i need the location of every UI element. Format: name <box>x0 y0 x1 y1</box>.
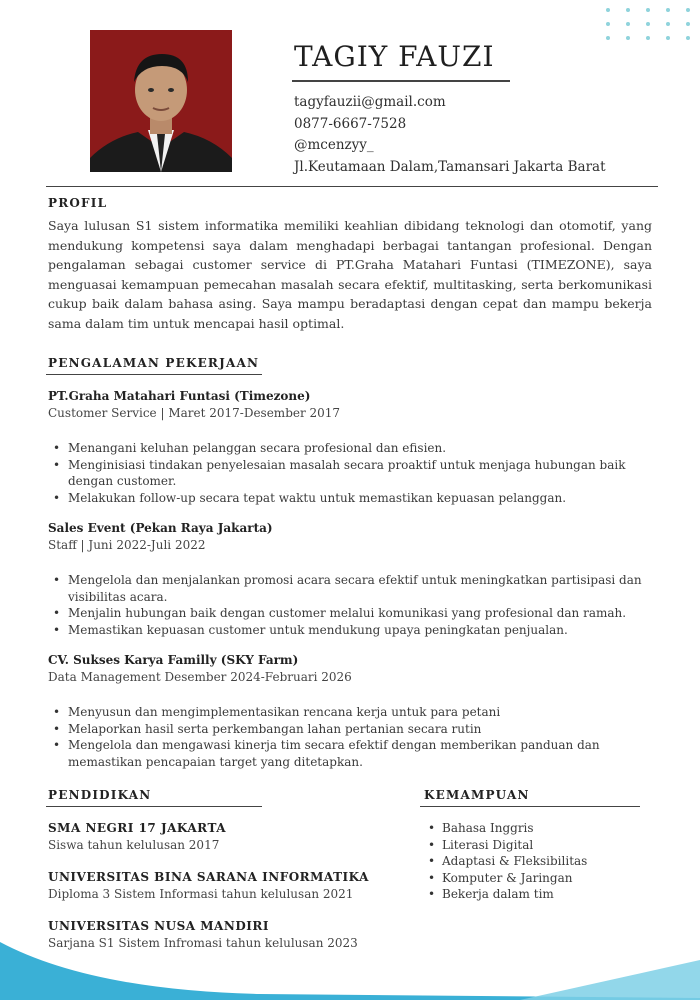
contact-block <box>294 92 606 178</box>
job-company: Sales Event (Pekan Raya Jakarta) <box>48 521 273 535</box>
job-entry <box>48 520 648 638</box>
list-item: • Menyusun dan mengimplementasikan rencana kerja untuk para petani <box>48 704 648 721</box>
email-text[interactable]: tagyfauzii@gmail.com <box>294 94 446 110</box>
decorative-dot-grid <box>606 8 692 40</box>
dot <box>646 8 650 12</box>
job-bullets <box>48 440 648 506</box>
dot <box>666 36 670 40</box>
skill-item: • Literasi Digital <box>424 837 587 854</box>
list-item: • Menginisiasi tindakan penyelesaian masalah secara proaktif untuk menjaga hubungan baik dengan customer. <box>48 457 648 490</box>
profil-text: Saya lulusan S1 sistem informatika memiliki keahlian dibidang teknologi dan otomotif, yang mendukung kompetensi saya dalam menghadapi berbagai tantangan profesional. Dengan pengalaman sebagai customer service di PT.Graha Matahari Funtasi (TIMEZONE), saya menguasai kemampuan pemecahan masalah secara efektif, multitasking, serta berkomunikasi cukup baik dalam bahasa asing. Saya mampu beradaptasi dengan cepat dan mampu bekerja sama dalam tim untuk mencapai hasil optimal. <box>48 218 652 331</box>
education-heading-underline <box>46 806 262 807</box>
address-text: Jl.Keutamaan Dalam,Tamansari Jakarta Barat <box>294 158 606 175</box>
candidate-name: TAGIY FAUZI <box>294 40 495 73</box>
job-role: Customer Service | Maret 2017-Desember 2017 <box>48 406 341 420</box>
dot <box>646 22 650 26</box>
job-role: Staff | Juni 2022-Juli 2022 <box>48 538 206 552</box>
dot <box>686 36 690 40</box>
dot <box>626 36 630 40</box>
list-item: • Mengelola dan mengawasi kinerja tim secara efektif dengan memberikan panduan dan memastikan pencapaian target yang ditetapkan. <box>48 737 648 770</box>
skills-heading-underline <box>420 806 640 807</box>
experience-heading-underline <box>46 374 262 375</box>
header-divider <box>46 186 658 187</box>
dot <box>686 22 690 26</box>
skills-heading: KEMAMPUAN <box>424 788 530 802</box>
list-item: • Mengelola dan menjalankan promosi acara secara efektif untuk meningkatkan partisipasi dan visibilitas acara. <box>48 572 648 605</box>
education-entry <box>48 820 226 854</box>
profile-photo <box>90 30 232 172</box>
skills-list <box>424 820 587 903</box>
job-entry <box>48 652 648 770</box>
list-item: • Melaporkan hasil serta perkembangan lahan pertanian secara rutin <box>48 721 648 738</box>
job-bullets <box>48 572 648 638</box>
name-underline <box>292 80 510 82</box>
job-company: CV. Sukses Karya Familly (SKY Farm) <box>48 653 299 667</box>
dot <box>606 8 610 12</box>
decorative-wave <box>0 930 700 1000</box>
list-item: • Menjalin hubungan baik dengan customer melalui komunikasi yang profesional dan ramah. <box>48 605 648 622</box>
education-entry <box>48 869 369 903</box>
skill-item: • Adaptasi & Fleksibilitas <box>424 853 587 870</box>
job-entry <box>48 388 648 506</box>
school-detail: Diploma 3 Sistem Informasi tahun kelulusan 2021 <box>48 887 354 901</box>
dot <box>626 22 630 26</box>
list-item: • Memastikan kepuasan customer untuk mendukung upaya peningkatan penjualan. <box>48 622 648 639</box>
profil-heading: PROFIL <box>48 196 108 210</box>
job-bullets <box>48 704 648 770</box>
phone-text[interactable]: 0877-6667-7528 <box>294 115 407 132</box>
skill-item: • Komputer & Jaringan <box>424 870 587 887</box>
person-portrait-icon <box>90 30 232 172</box>
school-name: SMA NEGRI 17 JAKARTA <box>48 821 227 835</box>
job-role: Data Management Desember 2024-Februari 2026 <box>48 670 352 684</box>
school-name: UNIVERSITAS NUSA MANDIRI <box>48 919 269 933</box>
job-company: PT.Graha Matahari Funtasi (Timezone) <box>48 389 311 403</box>
dot <box>686 8 690 12</box>
dot <box>666 22 670 26</box>
dot <box>646 36 650 40</box>
dot <box>606 22 610 26</box>
social-handle-text[interactable]: @mcenzyy_ <box>294 137 374 153</box>
school-name: UNIVERSITAS BINA SARANA INFORMATIKA <box>48 870 369 884</box>
dot <box>626 8 630 12</box>
skill-item: • Bahasa Inggris <box>424 820 587 837</box>
skill-item: • Bekerja dalam tim <box>424 886 587 903</box>
experience-heading: PENGALAMAN PEKERJAAN <box>48 356 260 370</box>
list-item: • Melakukan follow-up secara tepat waktu untuk memastikan kepuasan pelanggan. <box>48 490 648 507</box>
list-item: • Menangani keluhan pelanggan secara profesional dan efisien. <box>48 440 648 457</box>
school-detail: Siswa tahun kelulusan 2017 <box>48 838 220 852</box>
dot <box>666 8 670 12</box>
school-detail: Sarjana S1 Sistem Infromasi tahun kelulusan 2023 <box>48 936 358 950</box>
dot <box>606 36 610 40</box>
education-heading: PENDIDIKAN <box>48 788 152 802</box>
